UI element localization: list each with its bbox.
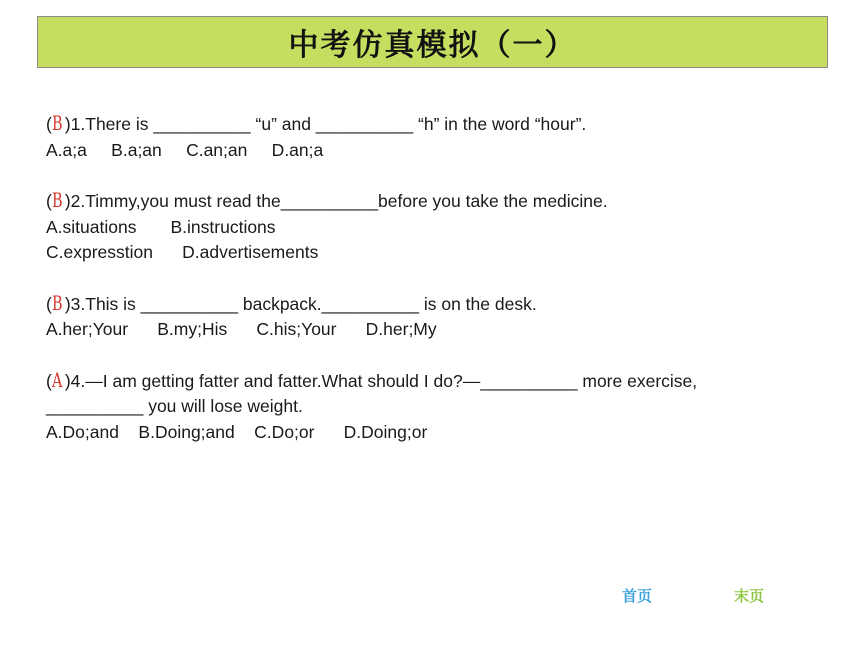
question-1 [46,112,826,163]
question-2-options-row-2: C.expresstion D.advertisements [46,242,319,262]
question-3-stem: (B )3.This is __________ backpack.__________ is on the desk. [46,290,537,315]
question-2-answer: B [51,188,63,212]
question-2-stem: (B )2.Timmy,you must read the__________before you take the medicine. [46,188,608,212]
question-3 [46,292,826,343]
page-title: 中考仿真模拟（一） [288,28,577,63]
question-4-text: )4.—I am getting fatter and fatter.What should I do?—__________ more exercise, [64,370,698,391]
question-2 [46,189,826,266]
title-banner [37,16,828,68]
question-4-stem: (A )4.—I am getting fatter and fatter.What should I do?—__________ more exercise, [46,367,698,392]
question-4-options: A.Do;and B.Doing;and C.Do;or D.Doing;or [46,421,428,442]
first-page-link[interactable]: 首页 [622,587,653,605]
question-3-text: )3.This is __________ backpack.__________ is on the desk. [64,293,537,314]
question-list [46,112,826,471]
question-2-options-row-1: A.situations B.instructions [46,216,276,237]
question-3-answer: B [51,290,63,315]
question-1-stem: (B )1.There is __________ “u” and __________ “h” in the word “hour”. [46,111,587,135]
question-3-options: A.her;Your B.my;His C.his;Your D.her;My [46,319,437,339]
last-page-link[interactable]: 末页 [734,587,765,605]
question-1-text: )1.There is __________ “u” and __________ “h” in the word “hour”. [64,114,587,134]
question-4 [46,369,826,446]
question-1-options: A.a;a B.a;an C.an;an D.an;a [46,139,324,160]
question-4-stem-continued: __________ you will lose weight. [46,396,303,416]
question-4-answer: A [51,367,63,392]
question-2-text: )2.Timmy,you must read the__________before you take the medicine. [64,191,608,211]
question-1-answer: B [51,111,63,135]
